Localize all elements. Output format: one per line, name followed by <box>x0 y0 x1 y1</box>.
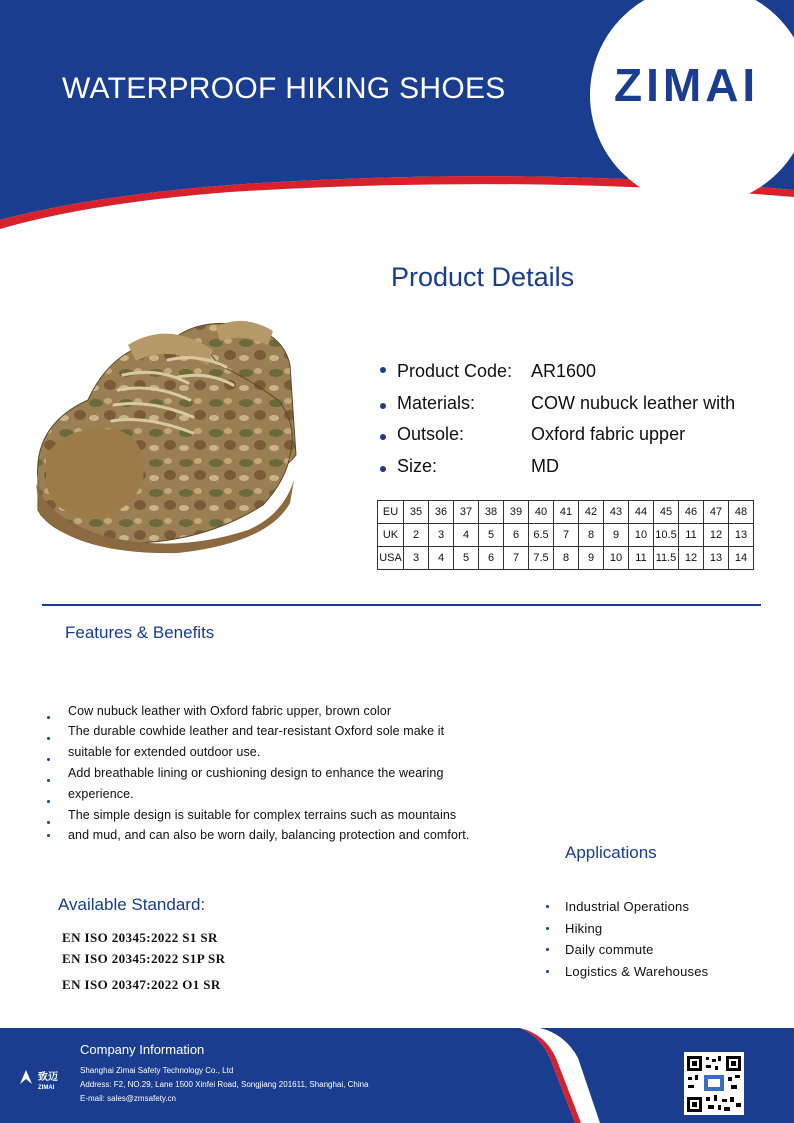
application-label: Daily commute <box>565 942 654 957</box>
table-cell: 5 <box>454 547 479 570</box>
table-cell: 11 <box>629 547 654 570</box>
table-cell: 46 <box>679 501 704 524</box>
table-cell: 8 <box>554 547 579 570</box>
feature-line: Cow nubuck leather with Oxford fabric upper, brown color <box>68 704 392 718</box>
company-address: Address: F2, NO.29, Lane 1500 Xinfei Road, Songjiang 201611, Shanghai, China <box>80 1080 369 1089</box>
spec-value: COW nubuck leather with <box>531 393 736 413</box>
bullet-icon <box>546 905 549 908</box>
applications-heading: Applications <box>565 843 657 862</box>
table-cell: 2 <box>404 524 429 547</box>
table-cell: 9 <box>604 524 629 547</box>
spec-product-code <box>380 361 780 389</box>
table-cell: 3 <box>429 524 454 547</box>
bullet-icon <box>380 367 386 373</box>
company-name: Shanghai Zimai Safety Technology Co., Ltd <box>80 1066 234 1075</box>
table-cell: 38 <box>479 501 504 524</box>
table-cell: 7.5 <box>529 547 554 570</box>
product-image <box>28 305 328 560</box>
table-cell: 11.5 <box>654 547 679 570</box>
table-cell: 6 <box>479 547 504 570</box>
table-cell: 10.5 <box>654 524 679 547</box>
company-email: E-mail: sales@zmsafety.cn <box>80 1094 176 1103</box>
bullet-icon <box>546 970 549 973</box>
table-row <box>378 524 754 547</box>
table-cell: 7 <box>504 547 529 570</box>
spec-value: Oxford fabric upper <box>531 424 686 444</box>
features-heading: Features & Benefits <box>65 623 215 642</box>
table-cell: 7 <box>554 524 579 547</box>
table-cell: 43 <box>604 501 629 524</box>
spec-label: Outsole: <box>397 424 465 444</box>
application-label: Industrial Operations <box>565 899 690 914</box>
table-cell: 42 <box>579 501 604 524</box>
feature-line: Add breathable lining or cushioning design to enhance the wearing <box>68 766 444 780</box>
footer-logo-en: ZIMAI <box>38 1085 55 1091</box>
table-cell: 12 <box>704 524 729 547</box>
bullet-icon <box>47 779 50 782</box>
table-cell: EU <box>378 501 404 524</box>
spec-outsole <box>380 424 780 452</box>
footer-heading: Company Information <box>80 1042 205 1057</box>
spec-value: MD <box>531 456 559 476</box>
feature-line: experience. <box>68 787 134 801</box>
table-cell: 44 <box>629 501 654 524</box>
table-cell: 11 <box>679 524 704 547</box>
table-cell: 47 <box>704 501 729 524</box>
application-item <box>546 921 766 939</box>
table-cell: 48 <box>729 501 754 524</box>
bullet-icon <box>380 434 386 440</box>
footer-logo-cn: 致迈 <box>38 1072 58 1083</box>
feature-line: The durable cowhide leather and tear-resistant Oxford sole make it <box>68 724 445 738</box>
product-details-heading: Product Details <box>391 262 575 292</box>
standards-heading: Available Standard: <box>58 895 206 914</box>
footer-logo-icon <box>18 1068 34 1086</box>
bullet-icon <box>47 834 50 837</box>
section-divider <box>42 604 761 606</box>
bullet-icon <box>546 927 549 930</box>
standard-item: EN ISO 20347:2022 O1 SR <box>62 977 221 992</box>
feature-line: The simple design is suitable for complex terrains such as mountains <box>68 808 457 822</box>
application-item <box>546 964 766 982</box>
feature-line: suitable for extended outdoor use. <box>68 745 261 759</box>
table-cell: 9 <box>579 547 604 570</box>
table-cell: 35 <box>404 501 429 524</box>
page-title: WATERPROOF HIKING SHOES <box>62 72 506 105</box>
table-cell: USA <box>378 547 404 570</box>
application-item <box>546 899 766 917</box>
table-cell: 6.5 <box>529 524 554 547</box>
table-row <box>378 501 754 524</box>
bullet-icon <box>380 466 386 472</box>
spec-label: Product Code: <box>397 361 513 381</box>
table-cell: 12 <box>679 547 704 570</box>
spec-label: Materials: <box>397 393 476 413</box>
spec-label: Size: <box>397 456 438 476</box>
table-cell: 14 <box>729 547 754 570</box>
spec-value: AR1600 <box>531 361 597 381</box>
table-cell: UK <box>378 524 404 547</box>
bullet-icon <box>47 737 50 740</box>
table-cell: 8 <box>579 524 604 547</box>
table-cell: 36 <box>429 501 454 524</box>
table-cell: 4 <box>429 547 454 570</box>
bullet-icon <box>380 403 386 409</box>
bullet-icon <box>47 716 50 719</box>
table-cell: 41 <box>554 501 579 524</box>
table-cell: 13 <box>729 524 754 547</box>
table-cell: 4 <box>454 524 479 547</box>
table-cell: 13 <box>704 547 729 570</box>
table-cell: 6 <box>504 524 529 547</box>
table-cell: 10 <box>604 547 629 570</box>
feature-line: and mud, and can also be worn daily, balancing protection and comfort. <box>68 828 470 842</box>
zimai-logo: ZIMAI <box>614 59 760 111</box>
standard-item: EN ISO 20345:2022 S1P SR <box>62 951 226 966</box>
bullet-icon <box>47 821 50 824</box>
table-cell: 45 <box>654 501 679 524</box>
table-cell: 10 <box>629 524 654 547</box>
standard-item: EN ISO 20345:2022 S1 SR <box>62 930 218 945</box>
qr-code-icon <box>684 1053 744 1115</box>
application-item <box>546 942 766 960</box>
spec-size <box>380 456 780 484</box>
size-table <box>377 500 754 570</box>
bullet-icon <box>47 800 50 803</box>
bullet-icon <box>546 948 549 951</box>
table-row <box>378 547 754 570</box>
table-cell: 39 <box>504 501 529 524</box>
table-cell: 37 <box>454 501 479 524</box>
spec-materials <box>380 393 780 421</box>
header-banner <box>0 0 794 240</box>
table-cell: 40 <box>529 501 554 524</box>
table-cell: 5 <box>479 524 504 547</box>
bullet-icon <box>47 758 50 761</box>
application-label: Hiking <box>565 921 603 936</box>
application-label: Logistics & Warehouses <box>565 964 709 979</box>
table-cell: 3 <box>404 547 429 570</box>
